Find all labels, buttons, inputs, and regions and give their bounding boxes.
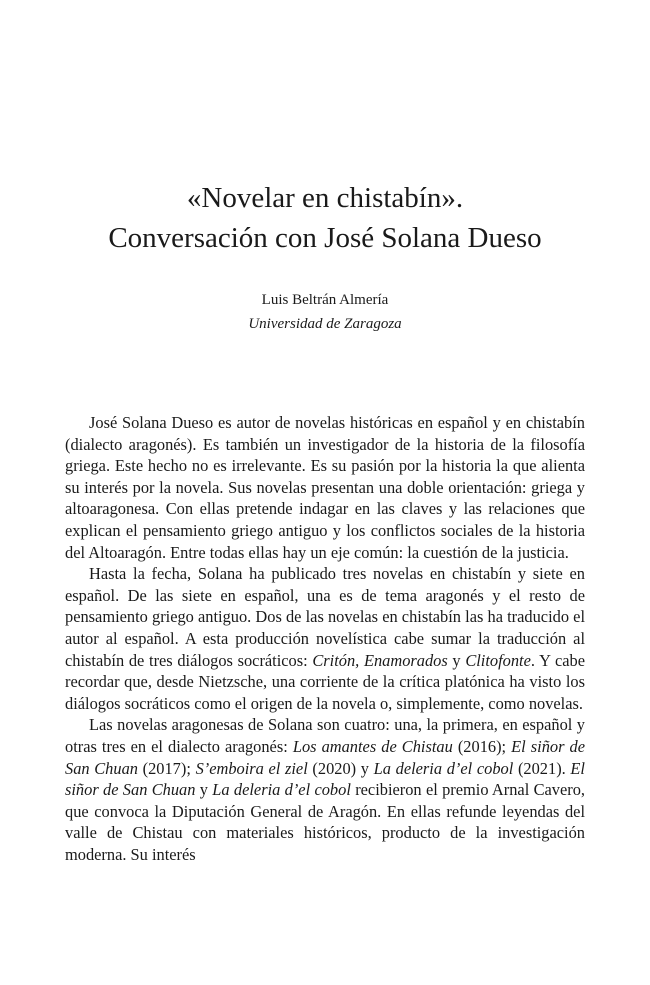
text-run: . Y cabe recordar que, desde Nietzsche, una corriente de la crítica platónica ha visto los diálogos socráticos como el origen de la novela o, simplemente, como novelas. xyxy=(65,650,585,713)
italic-title-run: La deleria d’el cobol xyxy=(212,780,351,800)
italic-title-run: Los amantes de Chistau xyxy=(292,736,453,756)
text-run: Hasta la fecha, Solana ha publicado tres novelas en chistabín y siete en español. De las siete en español, una es de tema aragonés y el resto de pensamiento griego antiguo. Dos de las novelas en chistabín las ha traducido el autor al español. A esta producción novelística cabe sumar la traducción al chistabín de tres diálogos socráticos: xyxy=(65,564,585,670)
italic-title-run: Critón, Enamorados xyxy=(312,650,448,670)
paragraph xyxy=(65,563,585,714)
text-run: y xyxy=(447,650,466,670)
author-name: Luis Beltrán Almería xyxy=(261,292,389,308)
text-run: y xyxy=(195,780,213,800)
article-title xyxy=(0,178,650,258)
text-run: José Solana Dueso es autor de novelas históricas en español y en chistabín (dialecto aragonés). Es también un investigador de la historia de la filosofía griega. Este hecho no es irrelevante. Es su pasión por la historia la que alienta su interés por la novela. Sus novelas presentan una doble orientación: griega y altoaragonesa. Con ellas pretende indagar en las claves y las relaciones que explican el pensamiento griego antiguo y los conflictos sociales de la historia del Altoaragón. Entre todas ellas hay un eje común: la cuestión de la justicia. xyxy=(65,413,585,562)
body-text xyxy=(65,412,585,865)
text-run: (2017); xyxy=(137,758,196,778)
text-run: (2016); xyxy=(452,736,512,756)
paragraph xyxy=(65,412,585,563)
text-run: Las novelas aragonesas de Solana son cuatro: una, la primera, en español y otras tres en el dialecto aragonés: xyxy=(65,715,585,756)
text-run: (2020) y xyxy=(307,758,374,778)
author-affiliation: Universidad de Zaragoza xyxy=(248,316,402,332)
italic-title-run: S’emboira el ziel xyxy=(195,758,308,778)
italic-title-run: Clitofonte xyxy=(465,650,531,670)
italic-title-run: El siñor de San Chuan xyxy=(65,736,586,778)
title-line-2: Conversación con José Solana Dueso xyxy=(108,222,542,254)
title-line-1: «Novelar en chistabín». xyxy=(186,182,464,214)
italic-title-run: La deleria d’el cobol xyxy=(373,758,514,778)
text-run: (2021). xyxy=(513,758,571,778)
paragraph xyxy=(65,714,585,865)
text-run: recibieron el premio Arnal Cavero, que convoca la Diputación General de Aragón. En ellas refunde leyendas del valle de Chistau con materiales históricos, producto de la investigación moderna. Su interés xyxy=(65,780,586,864)
author-block xyxy=(0,288,650,336)
italic-title-run: El siñor de San Chuan xyxy=(65,758,585,800)
